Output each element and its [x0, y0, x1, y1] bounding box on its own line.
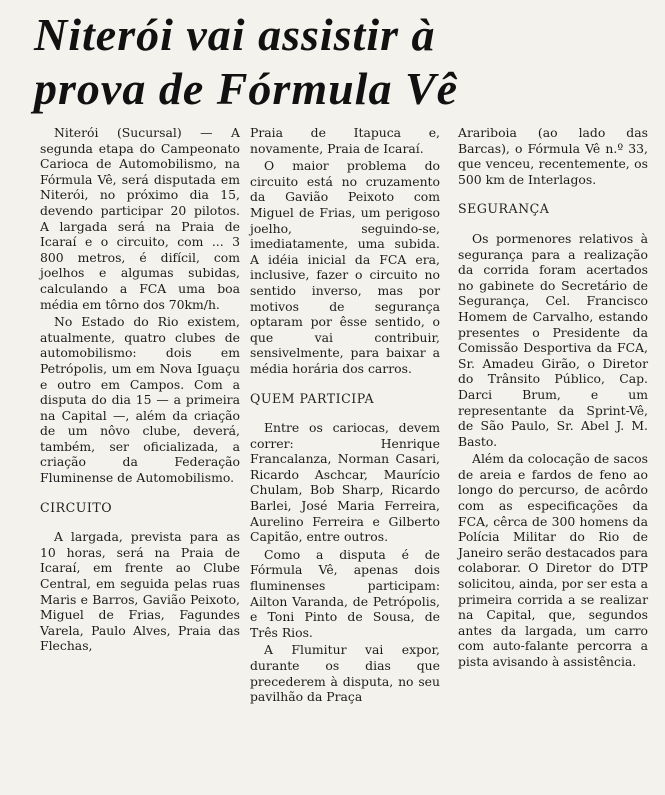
article-paragraph: Arariboia (ao lado das Barcas), o Fórmula Vê n.º 33, que venceu, recentemente, os 500 km de Interlagos.	[458, 125, 648, 187]
article-paragraph: A Flumitur vai expor, durante os dias que precederem à disputa, no seu pavilhão da Praça	[250, 642, 440, 705]
article-paragraph: No Estado do Rio existem, atualmente, quatro clubes de automobilismo: dois em Petrópolis, um em Nova Iguaçu e outro em Campos. Com a disputa do dia 15 — a primeira na Capital —, além da criação de um nôvo clube, deverá, também, ser oficializada, a criação da Federação Fluminense de Automobilismo.	[40, 314, 240, 486]
article-column-3	[458, 125, 648, 672]
article-column-1	[40, 125, 240, 656]
article-paragraph: Praia de Itapuca e, novamente, Praia de Icaraí.	[250, 125, 440, 156]
headline-line-1: Niterói vai assistir à	[34, 9, 436, 60]
article-paragraph: A largada, prevista para as 10 horas, será na Praia de Icaraí, em frente ao Clube Central, em seguida pelas ruas Maris e Barros, Gavião Peixoto, Miguel de Frias, Fagundes Varela, Paulo Alves, Praia das Flechas,	[40, 529, 240, 654]
article-paragraph: Como a disputa é de Fórmula Vê, apenas dois fluminenses participam: Ailton Varanda, de Petrópolis, e Toni Pinto de Sousa, de Três Rios.	[250, 546, 440, 640]
article-paragraph: Entre os cariocas, devem correr: Henrique Francalanza, Norman Casari, Ricardo Aschcar, Maurício Chulam, Bob Sharp, Ricardo Barlei, José Maria Ferreira, Aurelino Ferreira e Gilberto Capitão, entre outros.	[250, 420, 440, 545]
section-subhead: CIRCUITO	[40, 499, 113, 515]
article-paragraph: Niterói (Sucursal) — A segunda etapa do Campeonato Carioca de Automobilismo, na Fórmula Vê, será disputada em Niterói, no próximo dia 15, devendo participar 20 pilotos. A largada será na Praia de Icaraí e o circuito, com ... 3 800 metros, é difícil, com joelhos e algumas subidas, calculando a FCA uma boa média em tôrno dos 70km/h.	[40, 125, 240, 312]
article-paragraph: Os pormenores relativos à segurança para a realização da corrida foram acertados no gabinete do Secretário de Segurança, Cel. Francisco Homem de Carvalho, estando presentes o Presidente da Comissão Desportiva da FCA, Sr. Amadeu Girão, o Diretor do Trânsito Público, Cap. Darci Brum, e um representante da Sprint-Vê, de São Paulo, Sr. Abel J. M. Basto.	[458, 230, 648, 449]
section-subhead: QUEM PARTICIPA	[250, 390, 375, 406]
headline-line-2: prova de Fórmula Vê	[34, 63, 459, 114]
section-subhead: SEGURANÇA	[458, 201, 550, 217]
article-column-2	[250, 125, 440, 707]
article-paragraph: Além da colocação de sacos de areia e fardos de feno ao longo do percurso, de acôrdo com as especificações da FCA, cêrca de 300 homens da Polícia Militar do Rio de Janeiro serão destacados para colaborar. O Diretor do DTP solicitou, ainda, por ser esta a primeira corrida a se realizar na Capital, que, segundos antes da largada, um carro com auto-falante percorra a pista avisando à assistência.	[458, 451, 648, 669]
article-paragraph: O maior problema do circuito está no cruzamento da Gavião Peixoto com Miguel de Frias, um perigoso joelho, seguindo-se, imediatamente, uma subida. A idéia inicial da FCA era, inclusive, fazer o circuito no sentido inverso, mas por motivos de segurança optaram por êsse sentido, o que vai contribuir, sensivelmente, para baixar a média horária dos carros.	[250, 158, 440, 376]
headline	[34, 8, 644, 116]
